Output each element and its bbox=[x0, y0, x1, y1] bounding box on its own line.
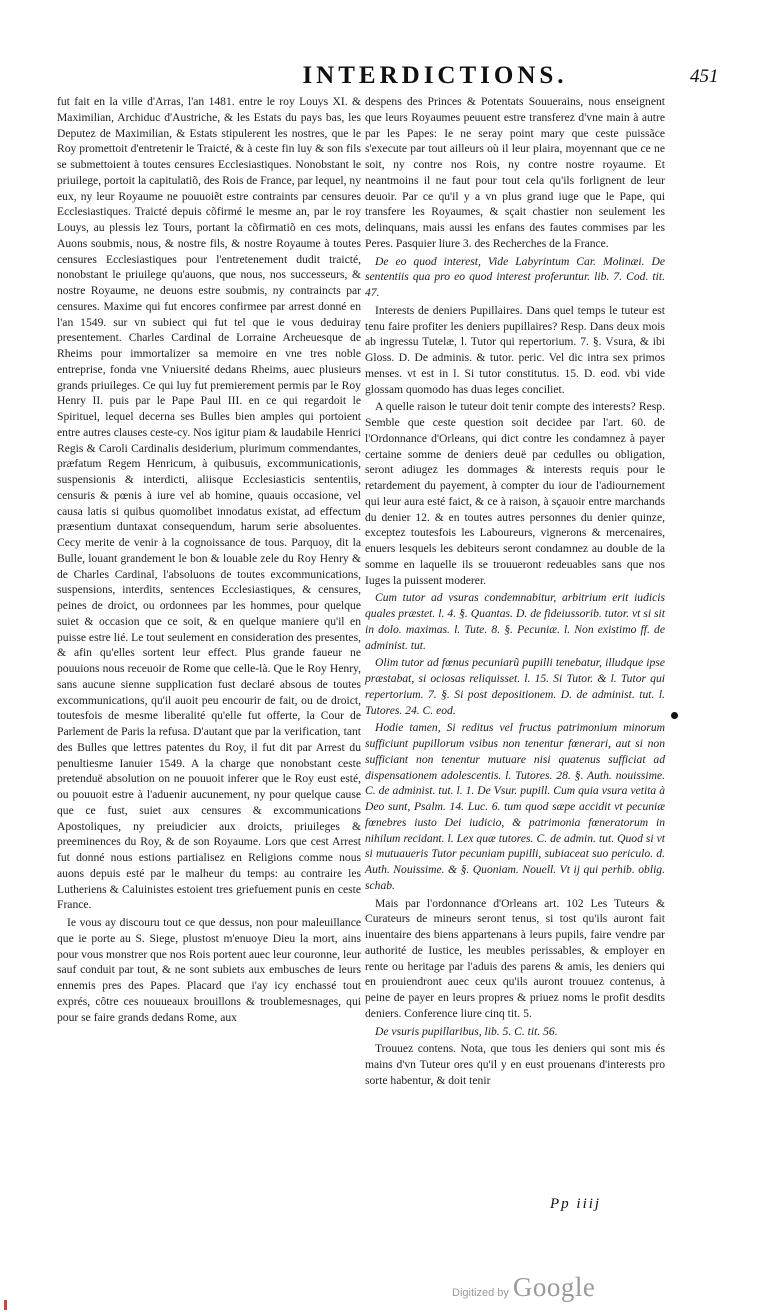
page-number: 451 bbox=[690, 66, 719, 87]
page-edge-mark bbox=[4, 1300, 7, 1310]
google-logo: Google bbox=[512, 1272, 596, 1302]
right-text-column bbox=[365, 94, 665, 1089]
right-latin-2: Olim tutor ad fœnus pecuniarũ pupilli tenebatur, illudque ipse præstabat, si ociosas reliquisset. l. 15. Si Tutor. & l. Tutor qui repertorium. 7. §. Si post depositionem. D. de administ. tut. l. Tutores. 24. C. eod. bbox=[365, 656, 665, 717]
right-latin-1: Cum tutor ad vsuras condemnabitur, arbitrium erit iudicis quales præstet. l. 4. §. Quantas. D. de fideiussorib. tutor. vt si sit in dolo. maximas. l. Tute. 8. §. Pecuniæ. l. Non existimo ff. de administ. tut. bbox=[365, 591, 665, 652]
right-paragraph-4: Mais par l'ordonnance d'Orleans art. 102 Les Tuteurs & Curateurs de mineurs seront tenus, si tost qu'ils auront fait inuentaire des biens appartenans à leurs pupils, faire vendre par authorité de Iustice, les meubles perissables, & employer en rente ou heritage par l'aduis des parens & amis, les deniers qui en prouiendront auec ceux qu'ils auront trouuez contenus, à peine de payer en leurs propres & priuez noms le profit desdits deniers. Conference liure cinq tit. 5. bbox=[365, 896, 665, 1020]
right-paragraph-2: Interests de deniers Pupillaires. Dans quel temps le tuteur est tenu faire profiter les deniers pupillaires? Resp. Dans deux mois ab ingressu Tutelæ, l. Tutor qui repertorium. 7. §. Vsura, & ibi Gloss. D. De adminis. & tutor. peric. Vel dic intra sex primos menses. vt est in l. Si tutor constitutus. 15. D. eod. vbi vide glossam quomodo has duas leges conciliet. bbox=[365, 303, 665, 396]
left-paragraph-2: Ie vous ay discouru tout ce que dessus, non pour maleuillance que ie porte au S. Siege, plustost m'enuoye Dieu la mort, ains pour vous monstrer que nos Rois portent auec leur couronne, leur sauf conduit par tout, & ne sont subiets aux embusches de leurs ennemis pres des Papes. Placard que i'ay icy enchassé tout exprés, côtre ces nouueaux brouillons & troublemesnages, qui pour se faire grands dedans Rome, aux bbox=[57, 916, 361, 1024]
signature-mark: Pp iiij bbox=[550, 1196, 602, 1212]
running-head-title: INTERDICTIONS. bbox=[302, 62, 568, 89]
right-paragraph-1: despens des Princes & Potentats Souuerains, nous enseignent que leurs Royaumes peuuent estre transferez d'vne main à autre par les Papes: Ie ne seray point mary que ceste puissãce s'execute par tout ailleurs où il leur plaira, moyennant que ce ne soit, ny contre nos Rois, ny contre nostre royaume. Et neantmoins il ne faut pour tout cela qu'ils forlignent de leur deuoir. Par ce qu'il y a vn plus grand iuge que le Pape, qui transfere les Royaumes, & sçait chastier non seulement les delinquans, mais aussi les enfans des fautes commises par les Peres. Pasquier liure 3. des Recherches de la France. bbox=[365, 95, 665, 250]
left-text-column bbox=[57, 94, 361, 1025]
digitized-watermark bbox=[452, 1272, 595, 1303]
right-paragraph-3: A quelle raison le tuteur doit tenir compte des interests? Resp. Semble que ceste question soit decidee par l'art. 60. de l'Ordonnance d'Orleans, qui dict contre les condamnez à payer certaine somme de deniers deuë par cedulles ou obligation, seront adiugez les dommages & interests requis pour le retardement du payement, à compter du iour de l'adiournement qui leur aura esté faict, & ce à raison, à sçauoir entre marchands du denier 12. & en toutes autres personnes du denier quinze, exceptez toutesfois les Laboureurs, vignerons & mercenaires, enuers lesquels les debiteurs seront condamnez au double de la somme en laquelle ils se trouueront redeuables sans que nos Iuges la puissent moderer. bbox=[365, 400, 665, 587]
right-citation-2: De vsuris pupillaribus, lib. 5. C. tit. 56. bbox=[375, 1024, 558, 1038]
left-paragraph-1: fut fait en la ville d'Arras, l'an 1481. entre le roy Louys XI. & Maximilian, Archiduc d'Austriche, & les Estats du pays bas, les Deputez de Maximilian, & Estats stipulerent les nostres, que le Roy promettoit d'entretenir le Traicté, & à ceste fin luy & son fils se submettoient à toutes censures Ecclesiastiques. Nonobstant le priuilege, portoit la capitulatiõ, des Rois de France, par lequel, ny eux, ny leur Royaume ne pouuoiẽt estre contraints par censures Ecclesiastiques. Traicté depuis cõfirmé le mesme an, par le roy Louys, au plessis lez Tours, portant la cõfirmatiõ en ces mots, Auons soubmis, nous, & nostre fils, & nostre Royaume à toutes censures Ecclesiastiques pour l'entretenement dudit traicté, nonobstant le priuilege qu'auons, que nous, nos successeurs, & nostre Royaume, ne deuons estre soubmis, ny contraincts par censures. Maxime qui fut encores confirmee par arrest donné en l'an 1549. sur vn subiect qui fut tel que ie vous deduiray presentement. Charles Cardinal de Lorraine Archeuesque de Rheims pour immortalizer sa memoire en vne tres noble entreprise, fonda vne Vniuersité dedans Rheims, auec plusieurs grands priuileges. Ce qui luy fut premierement permis par le Roy Henry II. puis par le Pape Paul III. en ce qui regardoit le Spirituel, lequel decerna ses Bulles bien amples qui portoient entre autres clauses ceste-cy. Nos igitur piam & laudabile Henrici Regis & Caroli Cardinalis desiderium, plurimum commendantes, præfatum Regem Henricum, à quibusuis, excommunicationis, suspensionis & interdicti, aliisque Ecclesiasticis sententiis, censuris & pœnis à iure vel ab homine, quauis occasione, vel causa latis si quibus quomolibet innodatus existat, ad effectum præsentium duntaxat consequendum, harum serie absoluentes. Cecy merite de venir à la cognoissance de tous. Parquoy, dit la Bulle, louant grandement le bon & louable zele du Roy Henry & de Charles Cardinal, l'absoluons de toutes excommunications, suspensions, interdits, sentences Ecclesiastiques, & censures, peines de droict, ou ordonnees par les hommes, pour quelque suiet & occasion que ce soit, & en quelque maniere qu'il en puisse estre lié. Le tout seulement en consideration des presentes, & afin qu'elles sortent leur effect. Plus grande faueur ne pouuions nous receuoir de Rome que celle-là. Que le Roy Henry, sans aucune sienne supplication fust declaré absous de toutes excommunications, qu'il auoit peu encourir de fait, ou de droict, toutesfois de mesme liberalité qu'elle fut offerte, la Cour de Parlement de Paris la refusa. D'autant que par la verification, tant des Bulles que lettres patentes du Roy, il fut dit par Arrest du penultiesme Ianuier 1549. A la charge que nonobstant ceste pretenduë absolution on ne pouuoit inferer que le Roy eust esté, ou pouuoit estre à l'aduenir aucunement, ny pour quelque cause que ce fust, suiet aux censures & excommunications Apostoliques, ny preiudicier aux droicts, priuileges & preeminences du Roy, & de son Royaume. Lors que cest Arrest fut donné nous estions partialisez en Religions comme nous auons depuis esté par le malheur du temps: au contraire les Lutheriens & Caluinistes estoient tres griefuement punis en ceste France. bbox=[57, 95, 361, 912]
right-citation-1: De eo quod interest, Vide Labyrintum Car. Molinæi. De sententiis qua pro eo quod interest proferuntur. lib. 7. Cod. tit. 47. bbox=[365, 254, 665, 299]
watermark-prefix: Digitized by bbox=[452, 1287, 509, 1299]
right-paragraph-5: Trouuez contens. Nota, que tous les deniers qui sont mis és mains d'vn Tuteur ores qu'il y en eust prouenans d'interests pro sorte habentur, & doit tenir bbox=[365, 1042, 665, 1087]
right-latin-3: Hodie tamen, Si reditus vel fructus patrimonium minorum sufficiunt pupillorum vsibus non tenentur fœnerari, aut si non sufficiant non tenentur mutuare nisi quatenus sufficiat ad dispensationem adolescentis. l. Tutores. 28. §. Auth. nouissime. C. de administ. tut. l. 1. De Vsur. pupill. Cum quia vsura vetita à Deo sunt, Psalm. 14. Luc. 6. tum quod sæpe accidit vt pecuniæ fœnebres iusto Dei iudicio, & patrimonia fœneratorum in nihilum recidant. l. Lex quæ tutores. C. de admin. tut. Quod si vt si mutuaueris Tutor pecuniam pupilli, subiaceat suo periculo. d. Auth. Nouissime. & §. Quoniam. Nouell. Vt ij qui perhib. oblig. schab. bbox=[365, 721, 665, 892]
margin-bullet-mark bbox=[671, 712, 678, 719]
